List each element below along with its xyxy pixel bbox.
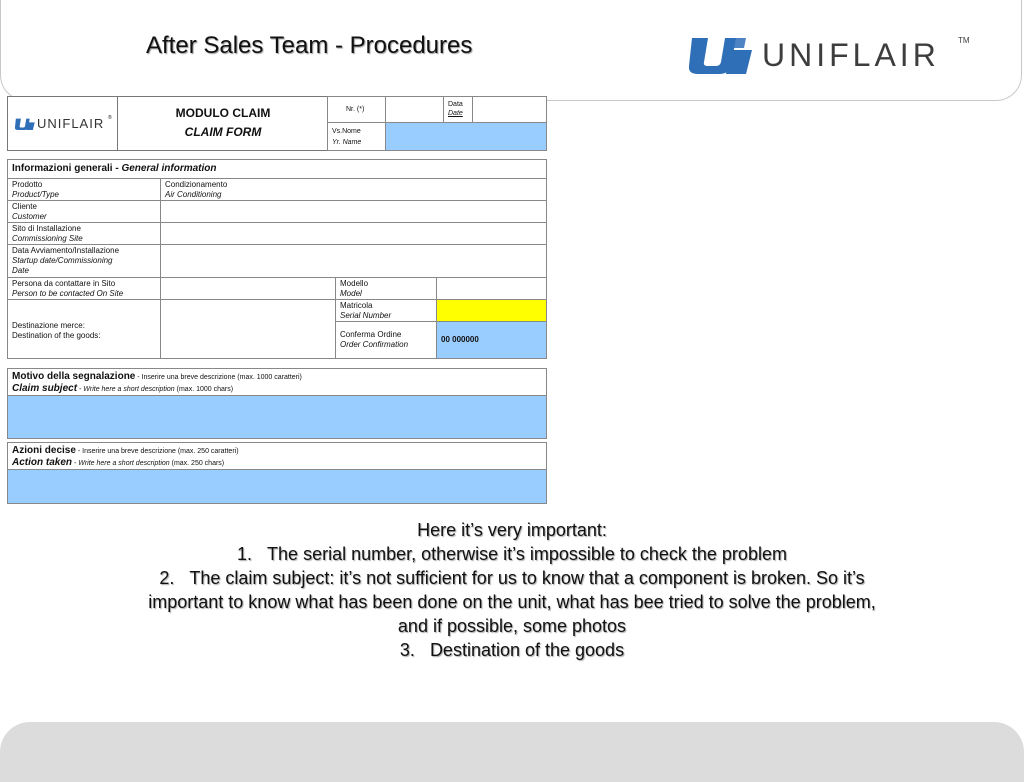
nr-field[interactable] <box>385 96 444 123</box>
yr-name-field[interactable] <box>385 122 547 151</box>
claim-label-it: Motivo della segnalazione <box>12 371 136 382</box>
claim-subject-field[interactable] <box>7 395 547 439</box>
startup-label-it: Data Avviamento/Installazione <box>12 246 120 255</box>
yr-name-label-it: Vs.Nome <box>332 128 361 135</box>
notes-item-2-number: 2. <box>159 568 175 588</box>
notes-item-2 <box>40 566 984 590</box>
contact-field[interactable] <box>160 277 336 300</box>
notes-item-3-number: 3. <box>399 640 415 660</box>
form-logo-trademark: ® <box>108 115 112 121</box>
serial-label-it: Matricola <box>340 301 373 310</box>
site-label <box>7 222 161 245</box>
destination-label <box>7 299 161 359</box>
notes-item-3 <box>40 638 984 662</box>
customer-label <box>7 200 161 223</box>
product-label-en: Product/Type <box>12 190 59 199</box>
form-title-en: CLAIM FORM <box>184 125 262 139</box>
product-label <box>7 178 161 201</box>
order-confirmation-value: 00 000000 <box>441 335 479 344</box>
order-label-en: Order Confirmation <box>340 340 409 349</box>
order-confirmation-field[interactable] <box>436 321 547 359</box>
brand-name: UNIFLAIR <box>762 37 940 73</box>
notes-item-1-text: The serial number, otherwise it’s impossible to check the problem <box>267 544 787 564</box>
destination-label-en: Destination of the goods: <box>12 331 101 340</box>
action-taken-heading <box>7 442 547 470</box>
model-label-it: Modello <box>340 279 369 288</box>
claim-hint-it: - Inserire una breve descrizione (max. 1000 caratteri) <box>135 374 302 381</box>
action-hint-en-tail: (max. 250 chars) <box>169 460 225 467</box>
customer-label-en: Customer <box>12 212 47 221</box>
uniflair-logo-icon <box>686 36 756 74</box>
footer-band <box>0 722 1024 782</box>
general-info-heading-en: General information <box>121 163 217 174</box>
contact-label-it: Persona da contattare in Sito <box>12 279 116 288</box>
product-label-it: Prodotto <box>12 180 43 189</box>
site-label-en: Commissioning Site <box>12 234 83 243</box>
contact-label <box>7 277 161 300</box>
model-label <box>335 277 437 300</box>
form-title-it: MODULO CLAIM <box>175 106 271 120</box>
notes-item-1-number: 1. <box>237 544 253 564</box>
form-logo-cell <box>7 96 118 151</box>
claim-hint-en-tail: (max. 1000 chars) <box>174 386 234 393</box>
customer-label-it: Cliente <box>12 202 37 211</box>
model-field[interactable] <box>436 277 547 300</box>
notes-item-3-text: Destination of the goods <box>429 640 625 660</box>
action-hint-en: - Write here a short description <box>72 460 170 467</box>
action-label-en: Action taken <box>12 457 73 468</box>
notes-intro: Here it’s very important: <box>417 520 607 540</box>
nr-label-cell <box>327 96 386 123</box>
general-info-heading <box>7 159 547 179</box>
yr-name-label-cell <box>327 122 386 151</box>
date-label-cell <box>443 96 473 123</box>
order-label-it: Conferma Ordine <box>340 330 402 339</box>
product-value-it: Condizionamento <box>165 180 228 189</box>
startup-field[interactable] <box>160 244 547 278</box>
claim-label-en: Claim subject <box>12 383 78 394</box>
notes-item-2-cont: important to know what has been done on the unit, what has bee tried to solve the problem, <box>148 592 876 612</box>
startup-label-en: Startup date/Commissioning <box>12 256 113 265</box>
form-title <box>118 106 328 140</box>
claim-hint-en: - Write here a short description <box>77 386 175 393</box>
startup-label-en-2: Date <box>12 266 29 275</box>
action-label-it: Azioni decise <box>12 445 76 456</box>
customer-field[interactable] <box>160 200 547 223</box>
action-hint-it: - Inserire una breve descrizione (max. 250 caratteri) <box>75 448 239 455</box>
model-label-en: Model <box>340 289 362 298</box>
notes-text <box>40 518 984 662</box>
product-value[interactable] <box>160 178 547 201</box>
date-label-it: Data <box>448 101 463 108</box>
general-info-heading-it: Informazioni generali - <box>12 163 122 174</box>
site-field[interactable] <box>160 222 547 245</box>
slide-title: After Sales Team - Procedures <box>146 32 473 59</box>
date-field[interactable] <box>472 96 547 123</box>
brand-trademark: TM <box>958 36 970 45</box>
serial-label <box>335 299 437 322</box>
contact-label-en: Person to be contacted On Site <box>12 289 124 298</box>
destination-label-it: Destinazione merce: <box>12 321 85 330</box>
destination-field[interactable] <box>160 299 336 359</box>
yr-name-label-en: Yr. Name <box>332 139 362 146</box>
form-uniflair-logo-icon <box>14 117 36 131</box>
serial-label-en: Serial Number <box>340 311 392 320</box>
claim-subject-heading <box>7 368 547 396</box>
product-value-en: Air Conditioning <box>165 190 222 199</box>
site-label-it: Sito di Installazione <box>12 224 81 233</box>
notes-item-2-text-a: The claim subject: it’s not sufficient for us to know that a component is broken. So it’s <box>189 568 865 588</box>
serial-number-field[interactable] <box>436 299 547 322</box>
nr-label: Nr. (*) <box>346 106 365 113</box>
order-label <box>335 321 437 359</box>
action-taken-field[interactable] <box>7 469 547 504</box>
startup-label <box>7 244 161 278</box>
form-logo-text: UNIFLAIR <box>37 116 105 131</box>
notes-item-2-cont-2: and if possible, some photos <box>397 616 627 636</box>
date-label-en: Date <box>448 110 463 117</box>
notes-item-1 <box>40 542 984 566</box>
